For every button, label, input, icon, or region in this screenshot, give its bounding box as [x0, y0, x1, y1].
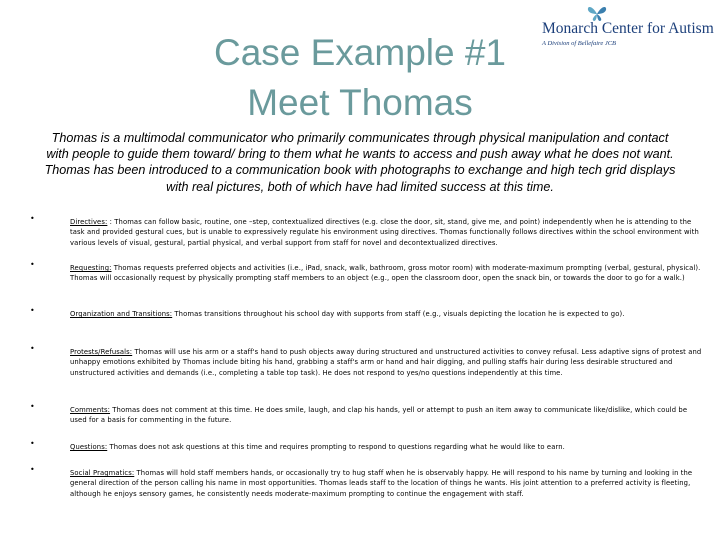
title-line-1: Case Example #1	[213, 32, 507, 73]
bullet-label: Organization and Transitions:	[70, 310, 173, 318]
bullet-label: Directives:	[70, 218, 108, 226]
monarch-logo	[538, 4, 718, 54]
bullet-dot: •	[30, 214, 35, 223]
bullet-body: Thomas requests preferred objects and activities (i.e., iPad, snack, walk, bathroom, gross motor room) with moderate-maximum prompting (verbal, gestural, physical). Thomas will occasionally request by physically prompting staff members to an object (e.g., open the classroom door, open the snack bin, or towards the door to go for a walk.)	[70, 264, 701, 283]
bullet-dot: •	[30, 260, 35, 269]
bullet-label: Comments:	[70, 406, 111, 414]
bullet-text	[70, 217, 702, 248]
bullet-dot: •	[30, 465, 35, 474]
bullet-label: Social Pragmatics:	[70, 469, 135, 477]
bullet-text	[70, 442, 702, 452]
bullet-body: Thomas will hold staff members hands, or occasionally try to hug staff when he is observably happy. He will respond to his name by turning and looking in the general direction of the person calling his name in most opportunities. Thomas leads staff to the location of things he wants. His joint attention to a preferred activity is fleeting, although he enjoys sensory games, he consistently needs moderate-maximum prompting to continue the engagement with staff.	[70, 469, 693, 498]
bullet-body: Thomas does not comment at this time. He does smile, laugh, and clap his hands, yell or attempt to push an item away to communicate like/dislike, which could be used for a basis for commenting in the future.	[70, 406, 688, 425]
bullet-label: Protests/Refusals:	[70, 348, 133, 356]
bullet-dot: •	[30, 306, 35, 315]
intro-paragraph: Thomas is a multimodal communicator who primarily communicates through physical manipulation and contact with people to guide them toward/ bring to them what he wants to access and push away what he does not want. Thomas has been introduced to a communication book with photographs to exchange and high tech grid displays with real pictures, both of which have had limited success at this time.	[44, 131, 676, 194]
logo-tagline: A Division of Bellefaire JCB	[542, 40, 617, 47]
bullet-dot: •	[30, 344, 35, 353]
bullet-dot: •	[30, 402, 35, 411]
logo-name: Monarch Center for Autism	[542, 20, 714, 37]
bullet-text	[70, 405, 702, 426]
bullet-body: : Thomas can follow basic, routine, one –step, contextualized directives (e.g. close the door, sit, stand, give me, and point) independently when he is attending to the task and provided gestural cues, but is unable to expressively regulate his environment using directives. Thomas functionally follows directives within the school environment with various levels of visual, gestural, partial physical, and verbal support from staff for novel and decontextualized directives.	[70, 218, 699, 247]
bullet-body: Thomas transitions throughout his school day with supports from staff (e.g., visuals depicting the location he is expected to go).	[172, 310, 625, 318]
bullet-text	[70, 468, 702, 499]
bullet-dot: •	[30, 439, 35, 448]
title-line-2: Meet Thomas	[247, 82, 473, 123]
bullet-label: Questions:	[70, 443, 108, 451]
bullet-text	[70, 309, 702, 319]
bullet-body: Thomas will use his arm or a staff's hand to push objects away during structured and unstructured activities to convey refusal. Less adaptive signs of protest and unhappy emotions exhibited by Thomas include biting his hand, grabbing a staff's arm or hand and hair digging, and pulling staffs hair during less desirable structured and unstructured activities and demands (i.e., completing a table top task). He does not respond to yes/no questions independently at this time.	[70, 348, 702, 377]
bullet-label: Requesting:	[70, 264, 112, 272]
slide-title	[150, 28, 570, 128]
bullet-text	[70, 347, 702, 378]
bullet-text	[70, 263, 702, 284]
bullet-body: Thomas does not ask questions at this time and requires prompting to respond to questions regarding what he would like to earn.	[107, 443, 565, 451]
